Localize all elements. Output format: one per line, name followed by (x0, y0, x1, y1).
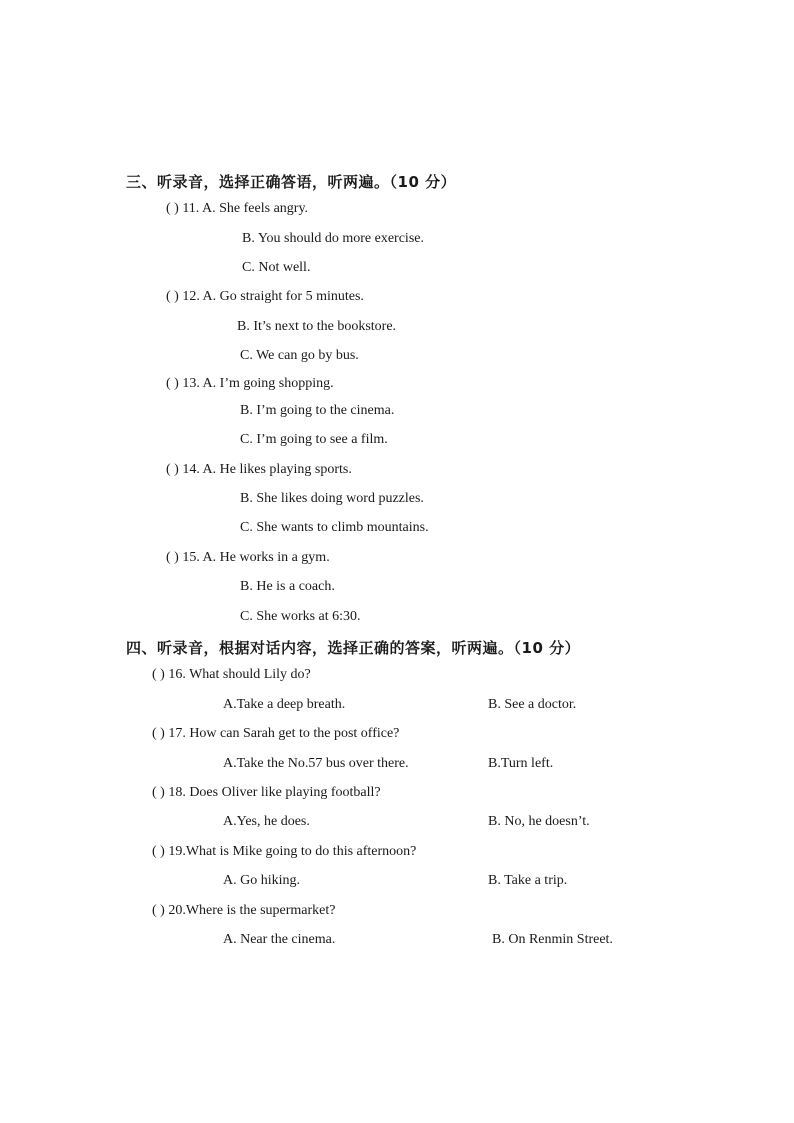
q20-option-a: A. Near the cinema. (223, 932, 336, 947)
section-3-heading: 三、听录音，选择正确答语，听两遍。（10 分） (126, 173, 457, 191)
q11-option-c: C. Not well. (242, 260, 311, 275)
q13-stem: ( ) 13. A. I’m going shopping. (166, 376, 334, 391)
q11-stem: ( ) 11. A. She feels angry. (166, 201, 309, 216)
q16-option-a: A.Take a deep breath. (223, 697, 346, 712)
q20-option-b: B. On Renmin Street. (492, 932, 613, 947)
section-4-heading: 四、听录音，根据对话内容，选择正确的答案，听两遍。（10 分） (126, 639, 581, 657)
q16-option-b: B. See a doctor. (488, 697, 577, 712)
q15-option-c: C. She works at 6:30. (240, 609, 361, 624)
q18-option-a: A.Yes, he does. (223, 814, 310, 829)
q14-stem: ( ) 14. A. He likes playing sports. (166, 462, 352, 477)
q17-question: ( ) 17. How can Sarah get to the post office? (152, 726, 400, 741)
q13-option-c: C. I’m going to see a film. (240, 432, 388, 447)
q17-option-b: B.Turn left. (488, 756, 554, 771)
q18-option-b: B. No, he doesn’t. (488, 814, 590, 829)
q12-stem: ( ) 12. A. Go straight for 5 minutes. (166, 289, 364, 304)
q13-option-b: B. I’m going to the cinema. (240, 403, 395, 418)
q17-option-a: A.Take the No.57 bus over there. (223, 756, 409, 771)
q16-question: ( ) 16. What should Lily do? (152, 667, 311, 682)
q19-option-b: B. Take a trip. (488, 873, 568, 888)
q19-option-a: A. Go hiking. (223, 873, 300, 888)
q15-option-b: B. He is a coach. (240, 579, 335, 594)
q20-question: ( ) 20.Where is the supermarket? (152, 903, 336, 918)
q12-option-b: B. It’s next to the bookstore. (237, 319, 397, 334)
q12-option-c: C. We can go by bus. (240, 348, 359, 363)
q14-option-b: B. She likes doing word puzzles. (240, 491, 424, 506)
q11-option-b: B. You should do more exercise. (242, 231, 424, 246)
q15-stem: ( ) 15. A. He works in a gym. (166, 550, 330, 565)
q19-question: ( ) 19.What is Mike going to do this afternoon? (152, 844, 417, 859)
q18-question: ( ) 18. Does Oliver like playing football? (152, 785, 381, 800)
q14-option-c: C. She wants to climb mountains. (240, 520, 429, 535)
